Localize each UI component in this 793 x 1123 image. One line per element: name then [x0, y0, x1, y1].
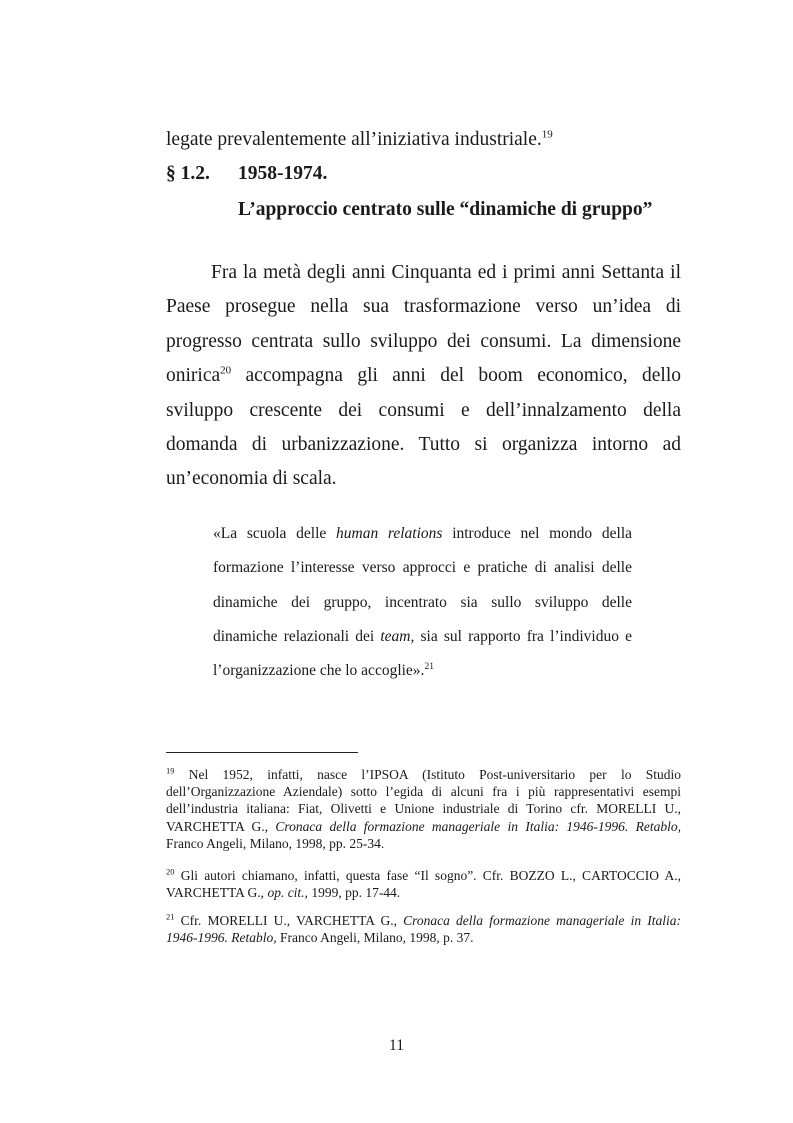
- quote-text-1: «La scuola delle: [213, 525, 336, 542]
- footnote-20-text-1: Gli autori chiamano, infatti, questa fase “Il sogno”. Cfr. BOZZO L., CARTOCCIO A., VARCHETTA G.,: [166, 868, 681, 901]
- footnote-20-emphasis: op. cit.,: [267, 885, 308, 901]
- continued-text: legate prevalentemente all’iniziativa industriale.: [166, 129, 542, 150]
- footnote-21-text-1: Cfr. MORELLI U., VARCHETTA G.,: [174, 913, 404, 928]
- quote-emphasis-1: human relations: [336, 525, 443, 542]
- quote-text-2: introduce nel mondo della formazione l’interesse verso approcci e pratiche di analisi delle dinamiche dei gruppo, incentrato sia sullo sviluppo delle dinamiche relazionali dei: [213, 525, 633, 645]
- block-quote: [213, 517, 632, 688]
- quote-emphasis-2: team: [380, 627, 411, 645]
- footnote-number-19: 19: [166, 765, 175, 776]
- body-paragraph: [166, 256, 681, 497]
- footnote-19-text-1: Nel 1952, infatti, nasce l’IPSOA (Istituto Post-universitario per lo Studio dell’Organizzazione Aziendale) sotto l’egida di alcuni fra i più rappresentativi esempi dell’industria italiana: Fiat, Olivetti e Unione industriale di Torino cfr. MORELLI U., VARCHETTA G.,: [166, 767, 681, 834]
- section-title: L’approccio centrato sulle “dinamiche di gruppo”: [238, 199, 653, 220]
- footnote-19-text-2: Franco Angeli, Milano, 1998, pp. 25-34.: [166, 835, 385, 851]
- footnote-20: [166, 867, 681, 901]
- footnote-ref-19[interactable]: 19: [541, 128, 553, 141]
- footnote-19-emphasis: Cronaca della formazione manageriale in Italia: 1946-1996. Retablo,: [275, 818, 681, 834]
- section-years: 1958-1974.: [238, 163, 328, 184]
- page-number: 11: [389, 1037, 404, 1054]
- footnote-separator: [166, 752, 358, 753]
- paragraph-text-2: accompagna gli anni del boom economico, dello sviluppo crescente dei consumi e dell’innalzamento della domanda di urbanizzazione. Tutto si organizza intorno ad un’economia di scala.: [166, 365, 681, 490]
- footnote-21-text-2: Franco Angeli, Milano, 1998, p. 37.: [276, 930, 474, 946]
- continued-text-line: [166, 129, 553, 151]
- footnote-21: [166, 912, 681, 946]
- footnote-19: [166, 766, 681, 852]
- section-number: § 1.2.: [166, 163, 210, 184]
- paragraph-text-1: Fra la metà degli anni Cinquanta ed i primi anni Settanta il Paese prosegue nella sua trasformazione verso un’idea di progresso centrata sullo sviluppo dei consumi. La dimensione onirica: [166, 262, 681, 387]
- footnote-number-20: 20: [166, 866, 175, 877]
- footnote-ref-21[interactable]: 21: [424, 662, 434, 673]
- footnote-ref-20[interactable]: 20: [220, 364, 232, 377]
- footnote-number-21: 21: [166, 911, 175, 922]
- footnote-21-emphasis: Cronaca della formazione manageriale in Italia: 1946-1996. Retablo,: [166, 913, 681, 946]
- footnote-20-text-2: 1999, pp. 17-44.: [307, 885, 401, 901]
- quote-text-3: , sia sul rapporto fra l’individuo e l’organizzazione che lo accoglie».: [213, 627, 632, 680]
